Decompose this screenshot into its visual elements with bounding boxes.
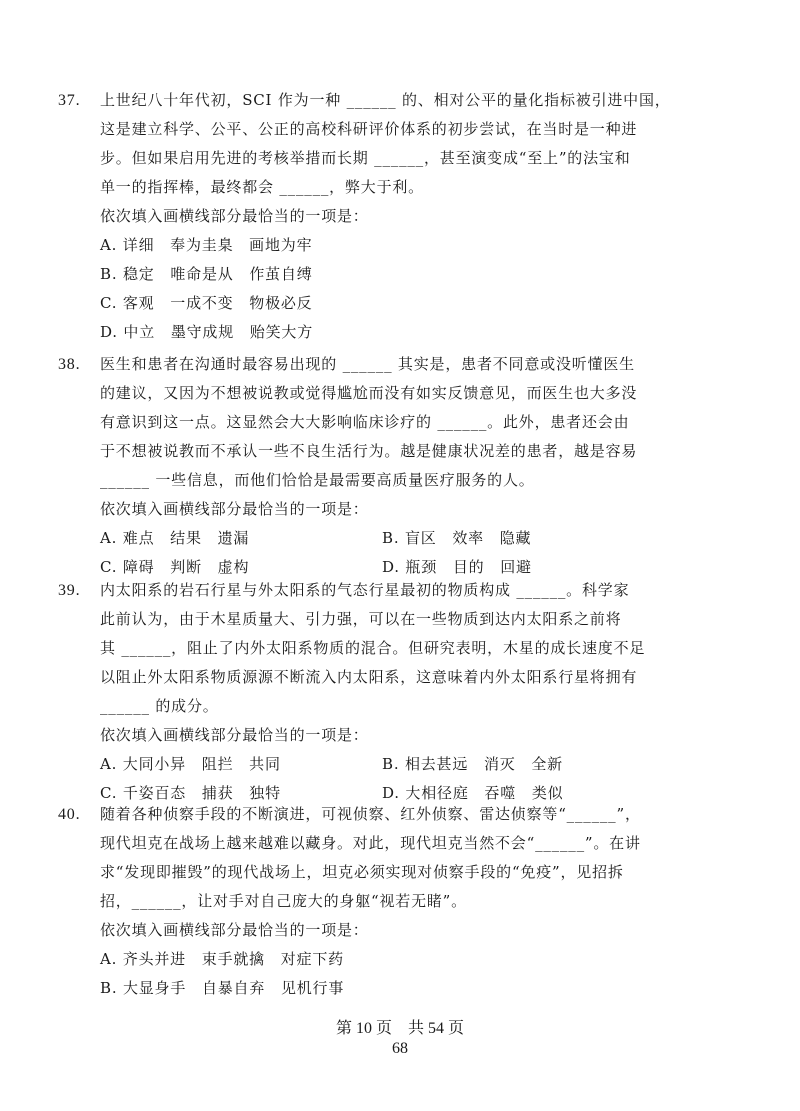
question-text-line: 此前认为，由于木星质量大、引力强，可以在一些物质到达内太阳系之前将: [100, 610, 622, 628]
question-text-line: 的建议，又因为不想被说教或觉得尴尬而没有如实反馈意见，而医生也大多没: [100, 384, 638, 402]
question-text-line: 于不想被说教而不承认一些不良生活行为。越是健康状况差的患者，越是容易: [100, 442, 638, 460]
question-text-line: 上世纪八十年代初，SCI 作为一种 ______ 的、相对公平的量化指标被引进中国，: [100, 91, 671, 109]
question-number: 40.: [58, 806, 81, 823]
page-number: 68: [392, 1040, 408, 1057]
option-a[interactable]: A. 详细 奉为圭臬 画地为牢: [100, 236, 313, 254]
option-a[interactable]: A. 齐头并进 束手就擒 对症下药: [100, 950, 344, 968]
question-text-line: 有意识到这一点。这显然会大大影响临床诊疗的 ______。此外，患者还会由: [100, 413, 630, 431]
option-b[interactable]: B. 相去甚远 消灭 全新: [382, 755, 563, 773]
question-text-line: 招，______，让对手对自己庞大的身躯“视若无睹”。: [100, 892, 467, 910]
question-prompt: 依次填入画横线部分最恰当的一项是：: [100, 500, 369, 518]
question-37: [58, 86, 700, 347]
question-prompt: 依次填入画横线部分最恰当的一项是：: [100, 921, 369, 939]
option-d[interactable]: D. 中立 墨守成规 贻笑大方: [100, 323, 314, 341]
option-c[interactable]: C. 客观 一成不变 物极必反: [100, 294, 313, 312]
question-40: [58, 800, 700, 1003]
question-prompt: 依次填入画横线部分最恰当的一项是：: [100, 207, 369, 225]
question-text-line: 单一的指挥棒，最终都会 ______，弊大于利。: [100, 178, 424, 196]
option-a[interactable]: A. 难点 结果 遗漏: [100, 529, 250, 547]
option-c[interactable]: C. 千姿百态 捕获 独特: [100, 784, 281, 802]
question-text-line: 这是建立科学、公平、公正的高校科研评价体系的初步尝试，在当时是一种进: [100, 120, 638, 138]
question-text-line: ______ 一些信息，而他们恰恰是最需要高质量医疗服务的人。: [100, 471, 535, 489]
question-text-line: 内太阳系的岩石行星与外太阳系的气态行星最初的物质构成 ______。科学家: [100, 581, 630, 599]
question-text-line: 步。但如果启用先进的考核举措而长期 ______，甚至演变成“至上”的法宝和: [100, 149, 631, 167]
question-38: [58, 350, 700, 582]
question-text-line: ______ 的成分。: [100, 697, 219, 715]
option-c[interactable]: C. 障碍 判断 虚构: [100, 558, 250, 576]
question-39: [58, 576, 700, 808]
question-number: 37.: [58, 92, 81, 109]
option-b[interactable]: B. 盲区 效率 隐藏: [382, 529, 532, 547]
question-number: 39.: [58, 582, 81, 599]
page-count-label: 第 10 页 共 54 页: [335, 1020, 464, 1037]
question-text-line: 医生和患者在沟通时最容易出现的 ______ 其实是，患者不同意或没听懂医生: [100, 355, 635, 373]
option-b[interactable]: B. 稳定 唯命是从 作茧自缚: [100, 265, 313, 283]
option-d[interactable]: D. 瓶颈 目的 回避: [382, 558, 532, 576]
option-b[interactable]: B. 大显身手 自暴自弃 见机行事: [100, 979, 345, 997]
question-text-line: 随着各种侦察手段的不断演进，可视侦察、红外侦察、雷达侦察等“______”，: [100, 805, 641, 823]
question-text-line: 以阻止外太阳系物质源源不断流入内太阳系，这意味着内外太阳系行星将拥有: [100, 668, 638, 686]
question-prompt: 依次填入画横线部分最恰当的一项是：: [100, 726, 369, 744]
option-a[interactable]: A. 大同小异 阻拦 共同: [100, 755, 281, 773]
question-number: 38.: [58, 356, 81, 373]
option-d[interactable]: D. 大相径庭 吞噬 类似: [382, 784, 564, 802]
question-text-line: 其 ______，阻止了内外太阳系物质的混合。但研究表明，木星的成长速度不足: [100, 639, 646, 657]
question-text-line: 求“发现即摧毁”的现代战场上，坦克必须实现对侦察手段的“免疫”，见招拆: [100, 863, 624, 881]
question-text-line: 现代坦克在战场上越来越难以藏身。对此，现代坦克当然不会“______”。在讲: [100, 834, 641, 852]
